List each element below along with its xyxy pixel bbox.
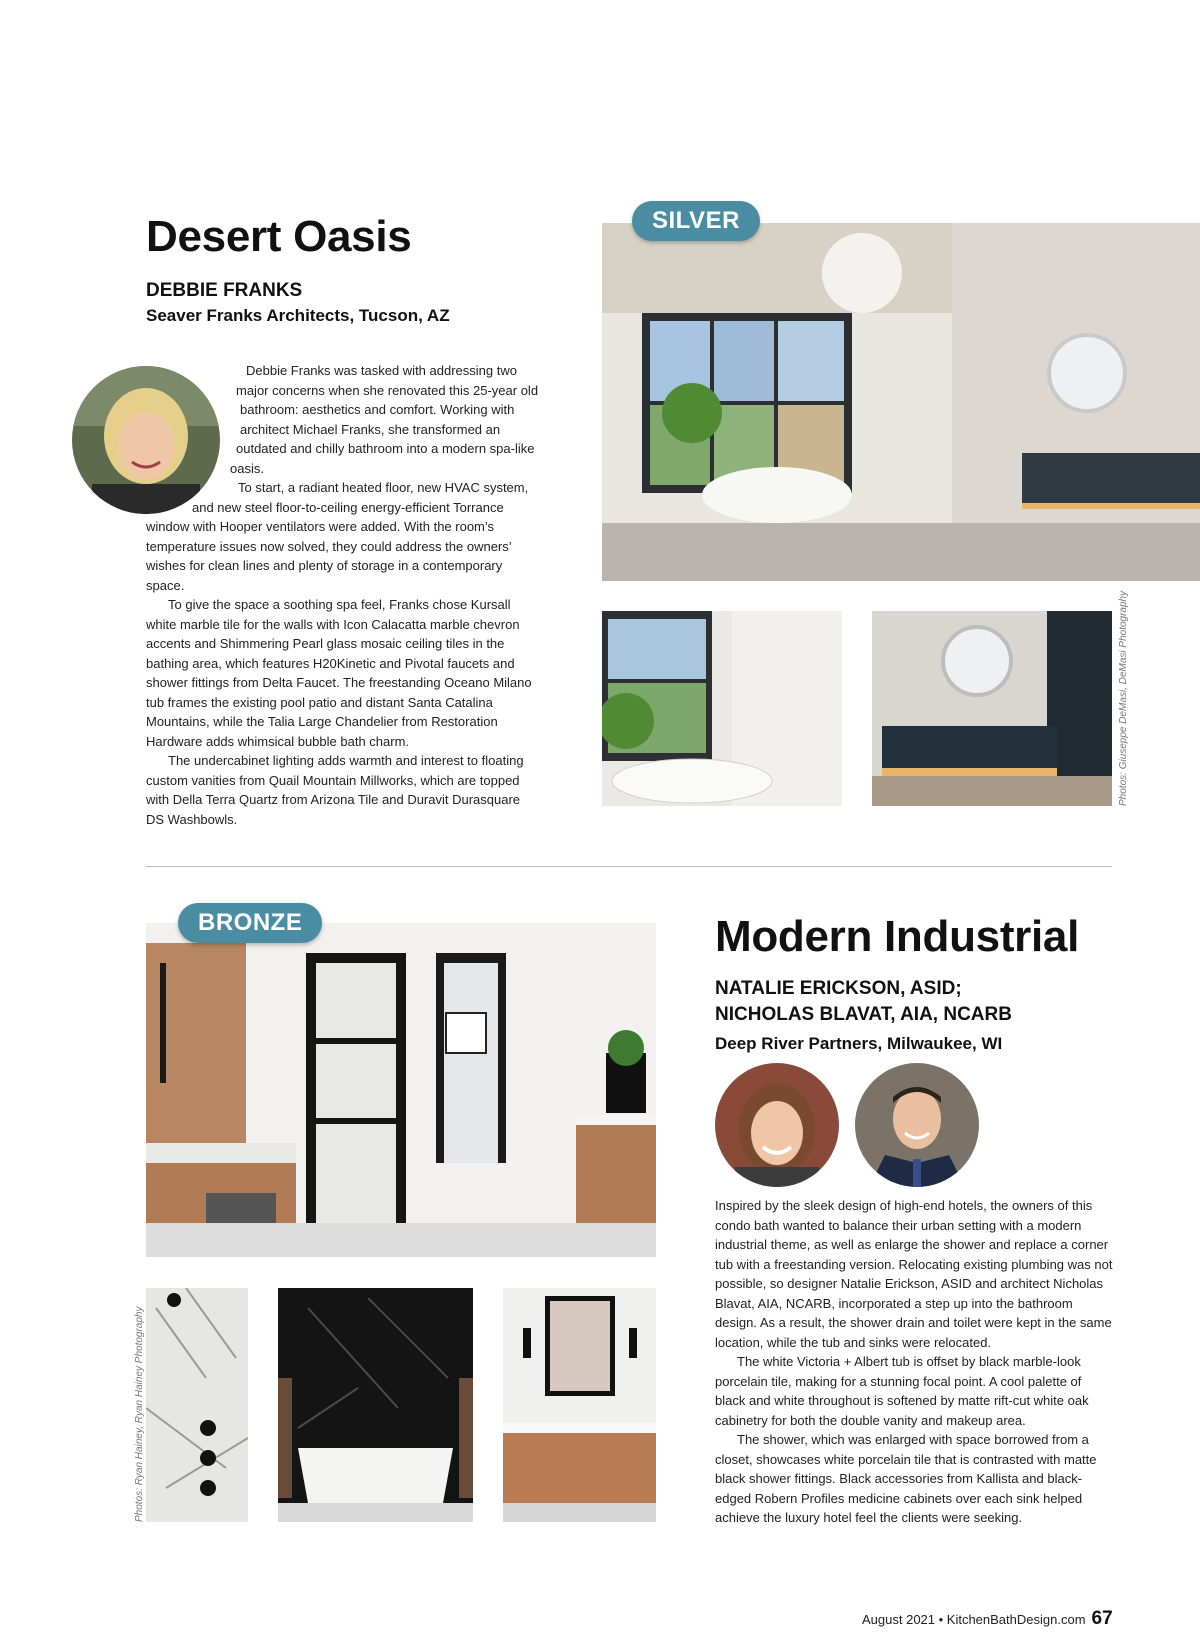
body-paragraph: The white Victoria + Albert tub is offset by black marble-look porcelain tile, making for a stunning focal point. A cool palette of black and white throughout is softened by matte rift-cut white oak cabinetry for both the double vanity and makeup area. <box>715 1354 1089 1428</box>
page-number: 67 <box>1091 1608 1113 1629</box>
award-badge-silver: SILVER <box>632 201 760 241</box>
body-paragraph: Inspired by the sleek design of high-end hotels, the owners of this condo bath wanted to balance their urban setting with a modern industrial theme, as well as enlarge the shower and replace a corner tub with a freestanding version. Relocating existing plumbing was not possible, so designer Natalie Erickson, ASID and architect Nicholas Blavat, AIA, NCARB, incorporated a step up into the bathroom design. As a result, the shower drain and toilet were kept in the same location, while the tub and sinks were relocated. <box>715 1198 1113 1350</box>
firm-name: Deep River Partners, Milwaukee, WI <box>715 1034 1003 1053</box>
body-paragraph: To give the space a soothing spa feel, Franks chose Kursall white marble tile for the walls with Icon Calacatta marble chevron accents and Shimmering Pearl glass mosaic ceiling tiles in the bathing area, which features H20Kinetic and Pivotal faucets and shower fittings from Delta Faucet. The freestanding Oceano Milano tub frames the existing pool patio and distant Santa Catalina Mountains, while the Talia Large Chandelier from Restoration Hardware adds whimsical bubble bath charm. <box>146 597 532 749</box>
vanity-cabinet-photo <box>503 1288 656 1522</box>
section-title-modern-industrial: Modern Industrial <box>715 912 1080 961</box>
body-paragraph: The undercabinet lighting adds warmth and interest to floating custom vanities from Quail Mountain Millworks, which are topped with Della Terra Quartz from Arizona Tile and Duravit Durasquare DS Washbowls. <box>146 753 524 827</box>
body-paragraph: The shower, which was enlarged with space borrowed from a closet, showcases white porcelain tile that is contrasted with matte black shower fittings. Black accessories from Kallista and black-edged Robern Profiles medicine cabinets over each sink helped achieve the luxury hotel feel the clients were seeking. <box>715 1432 1097 1525</box>
body-paragraph: Debbie Franks was tasked with addressing two major concerns when she renovated this 25-year old bathroom: aesthetics and comfort. Working with architect Michael Franks, she transformed an outdated and chilly bathroom into a modern spa-like oasis. <box>230 363 539 476</box>
bathtub-window-photo <box>602 611 842 806</box>
section-divider <box>146 866 1112 867</box>
black-marble-tub-photo <box>278 1288 473 1522</box>
article-body-modern-industrial <box>715 1196 1115 1528</box>
photo-credit-bronze: Photos: Ryan Hainey, Ryan Hainey Photography <box>134 1306 145 1522</box>
designer-name: NATALIE ERICKSON, ASID; <box>715 978 962 999</box>
page-footer <box>862 1608 1113 1630</box>
bathroom-main-photo <box>602 223 1200 581</box>
issue-info: August 2021 • KitchenBathDesign.com <box>862 1612 1086 1627</box>
designer-portrait-nicholas <box>855 1063 979 1187</box>
designer-name: NICHOLAS BLAVAT, AIA, NCARB <box>715 1004 1012 1025</box>
designer-name: DEBBIE FRANKS <box>146 280 303 301</box>
vanity-mirror-photo <box>872 611 1112 806</box>
award-badge-bronze: BRONZE <box>178 903 322 943</box>
article-body-desert-oasis <box>146 361 540 829</box>
section-title-desert-oasis: Desert Oasis <box>146 212 412 261</box>
shower-vanity-main-photo <box>146 923 656 1257</box>
body-paragraph: To start, a radiant heated floor, new HVAC system, and new steel floor-to-ceiling energy-efficient Torrance window with Hooper ventilators were added. With the room’s temperature issues now solved, they could address the owners’ wishes for clean lines and plenty of storage in a contemporary space. <box>146 480 529 593</box>
designer-names <box>715 976 1012 1028</box>
designer-portrait-natalie <box>715 1063 839 1187</box>
shower-fixtures-photo <box>146 1288 248 1522</box>
firm-name: Seaver Franks Architects, Tucson, AZ <box>146 306 450 325</box>
photo-credit-silver: Photos: Giuseppe DeMasi, DeMasi Photography <box>1118 590 1129 806</box>
